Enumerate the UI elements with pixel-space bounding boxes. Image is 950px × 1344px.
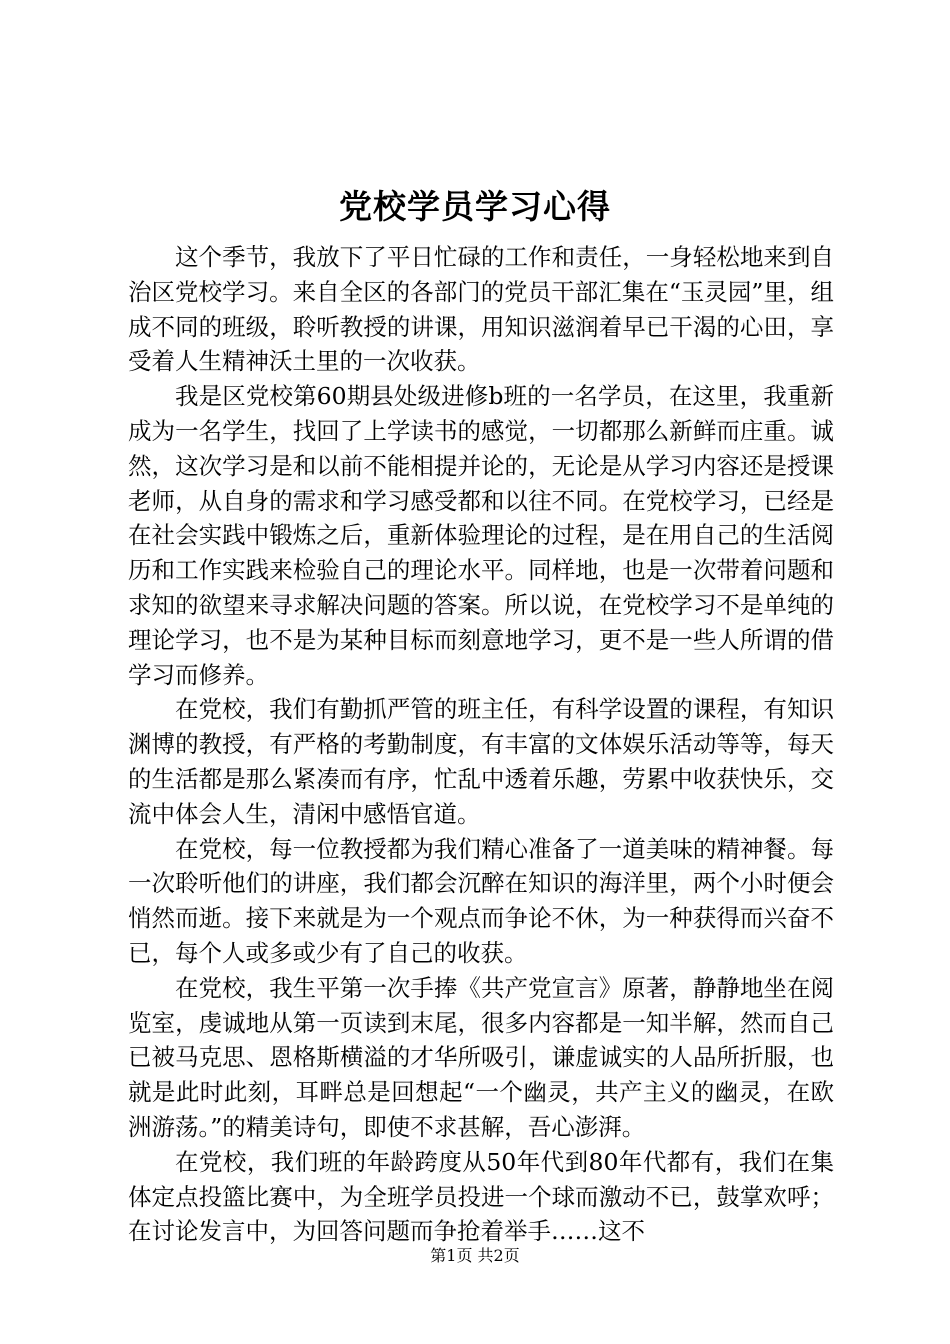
paragraph: 我是区党校第60期县处级进修b班的一名学员，在这里，我重新成为一名学生，找回了上学读书的感觉，一切都那么新鲜而庄重。诚然，这次学习是和以前不能相提并论的，无论是从学习内容还是授课老师，从自身的需求和学习感受都和以往不同。在党校学习，已经是在社会实践中锻炼之后，重新体验理论的过程，是在用自己的生活阅历和工作实践来检验自己的理论水平。同样地，也是一次带着问题和求知的欲望来寻求解决问题的答案。所以说，在党校学习不是单纯的理论学习，也不是为某种目标而刻意地学习，更不是一些人所谓的借学习而修养。 (128, 382, 834, 689)
document-title: 党校学员学习心得 (339, 187, 611, 226)
paragraph: 在党校，我们班的年龄跨度从50年代到80年代都有，我们在集体定点投篮比赛中，为全班学员投进一个球而激动不已，鼓掌欢呼；在讨论发言中，为回答问题而争抢着举手……这不 (128, 1147, 834, 1246)
paragraph: 在党校，我们有勤抓严管的班主任，有科学设置的课程，有知识渊博的教授，有严格的考勤制度，有丰富的文体娱乐活动等等，每天的生活都是那么紧凑而有序，忙乱中透着乐趣，劳累中收获快乐，交流中体会人生，清闲中感悟官道。 (128, 695, 834, 828)
page-footer: 第1页 共2页 (430, 1246, 520, 1265)
paragraph: 这个季节，我放下了平日忙碌的工作和责任，一身轻松地来到自治区党校学习。来自全区的各部门的党员干部汇集在“玉灵园”里，组成不同的班级，聆听教授的讲课，用知识滋润着早已干渴的心田，享受着人生精神沃土里的一次收获。 (128, 243, 834, 376)
paragraph: 在党校，我生平第一次手捧《共产党宣言》原著，静静地坐在阅览室，虔诚地从第一页读到末尾，很多内容都是一知半解，然而自己已被马克思、恩格斯横溢的才华所吸引，谦虚诚实的人品所折服，也就是此时此刻，耳畔总是回想起“一个幽灵，共产主义的幽灵，在欧洲游荡。”的精美诗句，即使不求甚解，吾心澎湃。 (128, 973, 834, 1141)
paragraph: 在党校，每一位教授都为我们精心准备了一道美味的精神餐。每一次聆听他们的讲座，我们都会沉醉在知识的海洋里，两个小时便会悄然而逝。接下来就是为一个观点而争论不休，为一种获得而兴奋不已，每个人或多或少有了自己的收获。 (128, 834, 834, 967)
document-body (128, 240, 834, 1249)
